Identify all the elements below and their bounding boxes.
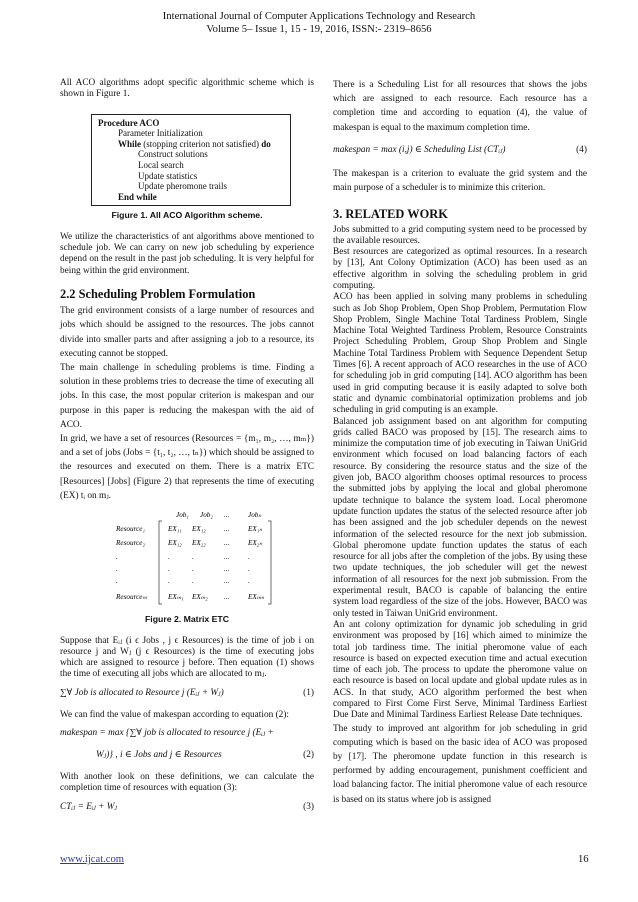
matrix-row-label: Resource₂	[116, 538, 145, 547]
paragraph: There is a Scheduling List for all resources that shows the jobs which are assigned to each resource. Each resource has a completion time and according to equation (4), the value of makespan is equal to the maximum completion time.	[333, 80, 587, 133]
matrix-cell: ...	[224, 564, 230, 573]
matrix-cell: ...	[224, 524, 230, 533]
equation-4	[333, 145, 587, 160]
right-column	[333, 78, 587, 807]
matrix-cell: .	[248, 576, 250, 585]
paragraph: The main challenge in scheduling problems is time. Finding a solution in these problems tries to decrease the time of executing all jobs. In this case, the most popular criterion is makespan and our purpose in this paper is reducing the makespan with the aid of ACO.	[60, 362, 314, 430]
matrix-cell: .	[168, 576, 170, 585]
matrix-row-label: .	[116, 564, 118, 573]
algo-line	[98, 139, 284, 150]
equation-3	[60, 802, 314, 817]
matrix-cell: EX₁₂	[168, 538, 182, 547]
matrix-rows	[116, 525, 264, 601]
journal-volume: Volume 5– Issue 1, 15 - 19, 2016, ISSN:- 2319–8656	[206, 24, 432, 35]
equation-number: (4)	[576, 144, 587, 155]
matrix-cell: EXₘ₂	[192, 592, 208, 601]
matrix-cell: .	[192, 564, 194, 573]
matrix-row-label: Resourceₘ	[116, 592, 147, 601]
matrix-cell: .	[168, 552, 170, 561]
equation-number: (2)	[303, 750, 314, 761]
algo-line: Update pheromone trails	[138, 181, 227, 192]
journal-url-link[interactable]: www.ijcat.com	[60, 854, 125, 865]
matrix-cell: EXₘ₁	[168, 592, 184, 601]
matrix-cell: .	[192, 552, 194, 561]
equation-number: (1)	[303, 687, 314, 698]
matrix-cell: EX₁₁	[168, 524, 182, 533]
section-heading: 2.2 Scheduling Problem Formulation	[60, 286, 256, 301]
left-column	[60, 78, 314, 824]
journal-title: International Journal of Computer Applications Technology and Research	[162, 11, 476, 22]
matrix-cell: .	[248, 552, 250, 561]
algo-line: Local search	[138, 159, 184, 170]
paragraph: Best resources are categorized as optimal resources. In a research by [13], Ant Colony Optimization (ACO) has been used as an effective algorithm in solving the scheduling problem in grid computing.	[333, 247, 587, 291]
matrix-cell: EX₁ₙ	[248, 524, 263, 533]
intro-paragraph: All ACO algorithms adopt specific algorithmic scheme which is shown in Figure 1.	[60, 78, 314, 100]
matrix-cell: ...	[224, 592, 230, 601]
etc-matrix	[116, 509, 274, 606]
matrix-row-label: .	[116, 552, 118, 561]
paragraph: With another look on these definitions, we can calculate the completion time of resources with equation (3):	[60, 772, 314, 794]
equation-body: Wⱼ)} , i ∈ Jobs and j ∈ Resources	[96, 750, 222, 761]
paragraph: We utilize the characteristics of ant algorithms above mentioned to schedule job. We can carry on new job scheduling by experience depend on the result in the past job scheduling. It is very helpful for being within the grid environment.	[60, 231, 314, 276]
algo-keyword: do	[261, 138, 271, 149]
matrix-column-headers	[176, 511, 261, 519]
paragraph: An ant colony optimization for dynamic job scheduling in grid environment was proposed by [16] which aimed to minimize the total job tardiness time. The initial pheromone value of each resource is based on expected execution time and actual execution time of each job. The process to update the pheromone value on each resource is based on local update and global update rules as in ACS. In that study, ACO algorithm performed the best when compared to First Come First Serve, Minimal Tardiness Earliest Due Date and Minimal Tardiness Earliest Release Date techniques.	[333, 619, 587, 721]
algo-line: Procedure ACO	[98, 117, 160, 128]
paragraph: Jobs submitted to a grid computing system need to be processed by the available resources.	[333, 224, 587, 246]
algo-keyword: While	[118, 138, 142, 149]
algo-line: Construct solutions	[138, 149, 208, 160]
paragraph: The study to improved ant algorithm for job scheduling in grid computing which is based on the basic idea of ACO was proposed by [17]. The pheromone update function in this research is performed by adding encouragement, punishment coefficient and load balancing factor. The initial pheromone value of each resource is based on its status where job is assigned	[333, 723, 587, 805]
matrix-left-bracket	[159, 521, 162, 604]
algo-condition: (stopping criterion not satisfied)	[143, 138, 259, 149]
paragraph: The grid environment consists of a large number of resources and jobs which should be assigned to the resources. The jobs cannot divide into smaller parts and after assigning a job to a resource, its executing cannot be stopped.	[60, 306, 314, 359]
algo-line: End while	[118, 191, 157, 202]
paragraph: ACO has been applied in solving many problems in scheduling such as Job Shop Problem, Open Shop Problem, Permutation Flow Shop Problem, Single Machine Total Tardiness Problem, Single Machine Total Weighted Tardiness Problem, Resource Constraints Project Scheduling Problem, Group Shop Problem and Single Machine Total Tardiness Problem with Sequence Dependent Setup Times [6]. A recent approach of ACO researches in the use of ACO for scheduling job in grid computing [14]. ACO algorithm has been used in grid computing because it is easily adapted to solve both static and dynamic combinatorial optimization problems and job scheduling in grid computing is an example.	[333, 292, 587, 416]
matrix-column-header: ...	[224, 510, 230, 519]
paragraph: The makespan is a criterion to evaluate the grid system and the main purpose of a scheduler is to minimize this criterion.	[333, 168, 587, 194]
matrix-cell: EXₘₙ	[248, 592, 265, 601]
section-heading: 3. RELATED WORK	[333, 207, 448, 222]
matrix-cell: ...	[224, 538, 230, 547]
equation-body: makespan = max {∑∀ job is allocated to resource j (Eᵢⱼ +	[60, 728, 274, 739]
algo-line: Parameter Initialization	[118, 128, 203, 139]
algo-line: Update statistics	[138, 170, 198, 181]
matrix-column-header: Job₂	[200, 510, 213, 519]
paragraph: We can find the value of makespan according to equation (2):	[60, 709, 290, 720]
paragraph: Balanced job assignment based on ant algorithm for computing grids called BACO was proposed by [15]. The research aims to minimize the computation time of job executing in Taiwan UniGrid environment which focused on load balancing factors of each resource. By considering the resource status and the size of the given job, BACO algorithm chooses optimal resources to process the submitted jobs by applying the local and global pheromone update technique to balance the system load. Local pheromone update function updates the status of the selected resource after job has been assigned and the job scheduler depends on the newest information of the selected resource for the next job submission. Global pheromone update function updates the status of each resource for all jobs after the completion of the jobs. By using these two update techniques, the job scheduler will get the newest information of all resources for the next job submission. From the experimental result, BACO is capable of balancing the entire system load regardless of the size of the jobs. However, BACO was only tested in Taiwan UniGrid environment.	[333, 416, 587, 619]
equation-body: ∑∀ Job is allocated to Resource j (Eᵢⱼ + Wⱼ)	[60, 687, 224, 698]
figure2-caption: Figure 2. Matrix ETC	[145, 614, 229, 625]
matrix-cell: EX₁₂	[192, 524, 206, 533]
journal-header	[0, 10, 638, 36]
equation-body: makespan = max (i,j) ∈ Scheduling List (CTᵢⱼ)	[333, 144, 506, 155]
matrix-right-bracket	[268, 521, 271, 604]
equation-number: (3)	[303, 801, 314, 812]
aco-algorithm-box	[91, 114, 291, 207]
matrix-column-header: Jobₙ	[248, 510, 262, 519]
matrix-cell: EX₂₂	[192, 538, 206, 547]
equation-1	[60, 688, 314, 703]
matrix-row-label: Resource₁	[116, 524, 145, 533]
paragraph: Suppose that Eᵢⱼ (i ϵ Jobs , j ϵ Resources) is the time of job i on resource j and Wⱼ (j ϵ Resources) is the time of executing jobs which are assigned to resource j before. Then equation (1) shows the time of executing all jobs which are allocated to mⱼ.	[60, 635, 314, 680]
figure1-caption: Figure 1. All ACO Algorithm scheme.	[111, 210, 263, 221]
paragraph: In grid, we have a set of resources (Resources = {m₁, m₂, …, mₘ}) and a set of jobs (Jobs = {t₁, t₂, …, tₙ}) which should be assigned to the resources and executed on them. There is a matrix ETC [Resources] [Jobs] (Figure 2) that represents the time of executing (EX) tᵢ on mⱼ.	[60, 433, 314, 501]
matrix-column-header: Job₁	[176, 510, 189, 519]
equation-body: CTᵢⱼ = Eᵢⱼ + Wⱼ	[60, 801, 117, 812]
equation-2-line2	[60, 750, 314, 765]
matrix-cell: .	[192, 576, 194, 585]
matrix-cell: .	[168, 564, 170, 573]
matrix-cell: ...	[224, 576, 230, 585]
matrix-row-label: .	[116, 576, 118, 585]
matrix-cell: .	[248, 564, 250, 573]
page-number: 16	[578, 854, 589, 865]
equation-2-line1	[60, 728, 314, 743]
matrix-cell: ...	[224, 552, 230, 561]
matrix-cell: EX₂ₙ	[248, 538, 263, 547]
